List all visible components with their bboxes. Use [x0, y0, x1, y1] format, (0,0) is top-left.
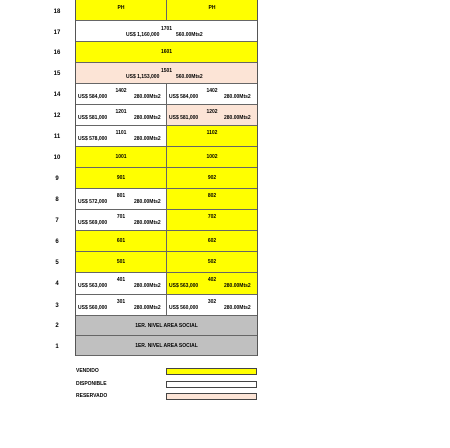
unit-cell — [167, 252, 257, 273]
floor-number: 2 — [55, 323, 59, 329]
unit-price: US$ 563,000 — [169, 283, 199, 289]
unit-cell — [167, 295, 257, 316]
unit-cell — [76, 0, 167, 21]
unit-number: 1001 — [115, 154, 127, 160]
unit-cell — [167, 189, 257, 210]
table-row — [76, 147, 257, 168]
unit-cell — [167, 210, 257, 231]
unit-cell — [76, 84, 167, 105]
unit-price: US$ 584,000 — [169, 94, 199, 100]
unit-cell — [76, 105, 167, 126]
unit-area: 280.00Mts2 — [224, 283, 251, 289]
unit-price: US$ 581,000 — [78, 115, 108, 121]
unit-cell — [76, 210, 167, 231]
legend-swatch-vendido — [166, 368, 257, 375]
floor-number: 5 — [55, 260, 59, 266]
unit-cell — [76, 295, 167, 316]
unit-number: 302 — [207, 299, 217, 305]
table-row — [76, 168, 257, 189]
unit-number: 301 — [116, 299, 126, 305]
unit-cell — [76, 252, 167, 273]
unit-cell — [167, 84, 257, 105]
floor-number: 3 — [55, 303, 59, 309]
unit-price: US$ 1,153,000 — [126, 74, 160, 80]
unit-number: 501 — [116, 259, 126, 265]
floor-number: 16 — [53, 50, 61, 56]
table-row — [76, 126, 257, 147]
unit-area: 560.00Mts2 — [176, 32, 203, 38]
unit-number: 601 — [116, 238, 126, 244]
unit-number: 602 — [207, 238, 217, 244]
unit-price: US$ 560,000 — [78, 305, 108, 311]
floor-number: 6 — [55, 239, 59, 245]
unit-number: PH — [208, 5, 216, 11]
unit-number: 1102 — [206, 130, 218, 136]
floor-number: 17 — [53, 30, 61, 36]
unit-price: US$ 581,000 — [169, 115, 199, 121]
unit-area: 280.00Mts2 — [134, 136, 161, 142]
unit-price: US$ 563,000 — [78, 283, 108, 289]
legend-label-reservado: RESERVADO — [76, 393, 108, 399]
unit-number: 1601 — [160, 49, 173, 55]
unit-area: 280.00Mts2 — [134, 220, 161, 226]
floor-number: 14 — [53, 92, 61, 98]
unit-area: 280.00Mts2 — [134, 305, 161, 311]
floor-number: 8 — [55, 197, 59, 203]
table-row — [76, 42, 257, 63]
table-row — [76, 84, 257, 105]
unit-cell — [76, 147, 167, 168]
table-row — [76, 295, 257, 316]
unit-cell — [167, 273, 257, 295]
floor-number: 18 — [53, 9, 61, 15]
legend-label-disponible: DISPONIBLE — [76, 381, 107, 387]
unit-cell — [76, 189, 167, 210]
unit-number: 1002 — [206, 154, 218, 160]
unit-number: 702 — [207, 214, 217, 220]
floor-number: 11 — [53, 134, 61, 140]
unit-cell — [76, 126, 167, 147]
unit-number: 1202 — [206, 109, 218, 115]
unit-price: US$ 560,000 — [169, 305, 199, 311]
unit-area: 280.00Mts2 — [134, 115, 161, 121]
table-row — [76, 231, 257, 252]
unit-area: 560.00Mts2 — [176, 74, 203, 80]
unit-availability-table — [75, 0, 258, 356]
unit-number: 802 — [207, 193, 217, 199]
unit-area: 280.00Mts2 — [224, 94, 251, 100]
table-row — [76, 63, 257, 84]
unit-number: 1701 — [160, 26, 173, 32]
unit-number: 1101 — [115, 130, 127, 136]
unit-number: 1402 — [206, 88, 218, 94]
legend-swatch-disponible — [166, 381, 257, 388]
unit-number: 402 — [207, 277, 217, 283]
unit-area: 280.00Mts2 — [134, 94, 161, 100]
social-area-label: 1ER. NIVEL AREA SOCIAL — [135, 322, 198, 329]
legend-swatch-reservado — [166, 393, 257, 400]
unit-number: PH — [117, 5, 125, 11]
unit-cell — [167, 168, 257, 189]
unit-number: 1501 — [160, 68, 173, 74]
unit-area: 280.00Mts2 — [134, 283, 161, 289]
unit-number: 1402 — [115, 88, 127, 94]
floor-number: 1 — [55, 344, 59, 350]
unit-area: 280.00Mts2 — [224, 305, 251, 311]
social-area-cell — [76, 336, 257, 356]
social-area-label: 1ER. NIVEL AREA SOCIAL — [135, 342, 198, 349]
unit-cell — [76, 273, 167, 295]
unit-price: US$ 569,000 — [78, 220, 108, 226]
unit-area: 280.00Mts2 — [224, 115, 251, 121]
unit-cell — [76, 21, 257, 42]
table-row — [76, 21, 257, 42]
table-row — [76, 316, 257, 336]
unit-cell — [76, 168, 167, 189]
unit-number: 502 — [207, 259, 217, 265]
unit-cell — [76, 42, 257, 63]
unit-number: 902 — [207, 175, 217, 181]
floor-number: 7 — [55, 218, 59, 224]
unit-price: US$ 1,160,000 — [126, 32, 160, 38]
table-row — [76, 189, 257, 210]
unit-number: 801 — [116, 193, 126, 199]
unit-number: 1201 — [115, 109, 127, 115]
floor-number: 15 — [53, 71, 61, 77]
social-area-cell — [76, 316, 257, 336]
floor-number: 4 — [55, 281, 59, 287]
floor-number: 10 — [53, 155, 61, 161]
unit-price: US$ 584,000 — [78, 94, 108, 100]
unit-number: 401 — [116, 277, 126, 283]
floor-number: 12 — [53, 113, 61, 119]
unit-price: US$ 578,000 — [78, 136, 108, 142]
floor-number: 9 — [55, 176, 59, 182]
table-row — [76, 210, 257, 231]
unit-price: US$ 572,000 — [78, 199, 108, 205]
unit-number: 701 — [116, 214, 126, 220]
unit-cell — [76, 63, 257, 84]
table-row — [76, 105, 257, 126]
legend-label-vendido: VENDIDO — [76, 368, 99, 374]
unit-cell — [167, 126, 257, 147]
table-row — [76, 273, 257, 295]
unit-number: 901 — [116, 175, 126, 181]
unit-cell — [167, 0, 257, 21]
unit-cell — [167, 105, 257, 126]
table-row — [76, 0, 257, 21]
table-row — [76, 336, 257, 356]
unit-cell — [76, 231, 167, 252]
unit-area: 280.00Mts2 — [134, 199, 161, 205]
table-row — [76, 252, 257, 273]
unit-cell — [167, 147, 257, 168]
unit-cell — [167, 231, 257, 252]
